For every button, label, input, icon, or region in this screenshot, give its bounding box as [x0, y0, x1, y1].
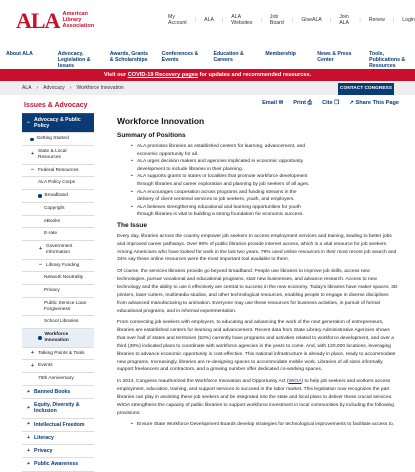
page-title: Workforce Innovation: [117, 116, 205, 126]
nav-advocacy[interactable]: Advocacy, Legislation & Issues: [57, 51, 91, 69]
plus-icon: +: [26, 421, 31, 428]
issue-heading: The Issue: [117, 221, 147, 229]
sidebar-item-label: Getting Started: [36, 136, 69, 142]
bullet-icon: [30, 138, 34, 142]
nav-membership[interactable]: Membership: [265, 51, 296, 57]
summary-item: • ALA urges decision makers and agencies implicated in economic opportunity development to include libraries in their planning.: [131, 158, 311, 173]
issue-paragraph-4: In 2014, Congress reauthorized the Workforce Innovation and Opportunity Act (WIOA) to help job seekers and workers access employment, education, training, and support services to succeed in the labor market. This legislation now recognizes the part libraries can play in assisting these job seekers and be integrated into the state and local plans to deliver these crucial services. WIOA strengthens the capacity of public libraries to support workforce investment in local communities by including the following provisions:: [117, 379, 394, 416]
summary-item: • ALA promotes libraries as established centers for learning, advancement, and economic opportunity for all.: [131, 143, 311, 158]
sidebar-item-government-information[interactable]: [22, 241, 94, 260]
sidebar-item-label: Literacy: [34, 434, 54, 441]
nav-conferences[interactable]: Conferences & Events: [161, 51, 199, 63]
sidebar-item-label: Library Funding: [46, 262, 80, 268]
sidebar-item-copyright[interactable]: [22, 203, 94, 216]
sidebar-item-label: 75th Anniversary: [38, 376, 74, 382]
minus-icon: −: [26, 119, 31, 126]
plus-icon: +: [26, 460, 31, 467]
sidebar-item-label: Equity, Diversity & Inclusion: [34, 402, 80, 415]
minus-icon: −: [38, 262, 43, 269]
print-icon: ⎙: [307, 99, 313, 106]
sidebar-item-label: Broadband: [44, 193, 68, 199]
sidebar-item-public-awareness[interactable]: [22, 458, 94, 471]
covid-recovery-link[interactable]: COVID-19 Recovery pages: [127, 72, 198, 78]
nav-tools[interactable]: Tools, Publications & Resources: [369, 51, 406, 69]
plus-icon: +: [30, 151, 35, 158]
issue-paragraph-1: Every day, libraries across the country empower job seekers to access employment services and training, leading to better jobs and improved career pathways. Over 99% of public libraries provide internet access, which is a vital resource for job seekers. Among Americans who have looked for work in the last two years, 79% used online resources in their most recent job search and 34% say these online resources were the most important tool available to them.: [117, 233, 397, 263]
breadcrumb-advocacy[interactable]: Advocacy: [43, 85, 65, 91]
plus-icon: +: [26, 447, 31, 454]
sidebar-item-label: E-rate: [44, 231, 58, 237]
sidebar-item-federal-resources[interactable]: [22, 165, 94, 178]
sidebar-item-intellectual-freedom[interactable]: [22, 419, 94, 432]
issue-paragraph-3: From connecting job seekers with employers, to educating and advancing the work of the next generation of entrepreneurs, libraries are established centers for learning and advancement. Recent data from State Library Administrative Agencies shows that over half of states and territories (52%) currently have programs and activities related to workforce development, and over a third (39%) indicated plans to coordinate with workforce agencies in the years to come. And, with 120,000 locations, leveraging libraries to advance economic opportunity is cost-effective. This national infrastructure is already in place, ready to accommodate new programs. Increasingly, libraries are re-designing spaces to accommodate mobile work. Libraries of all sizes informally support freelancers and contractors, and a growing number offer dedicated co-working spaces.: [117, 320, 396, 373]
plus-icon: +: [30, 362, 35, 369]
sidebar-item-label: Workforce Innovation: [44, 332, 69, 343]
nav-about-ala[interactable]: About ALA: [6, 51, 33, 57]
summary-item: • ALA supports grants to states or localities that promote workforce development through libraries and career exploration and planning by job seekers of all ages.: [131, 173, 311, 188]
sidebar-item-label: School Libraries: [44, 319, 79, 325]
sidebar-item-equity-diversity-inclusion[interactable]: [22, 399, 94, 418]
sidebar-item-public-service-loan-forgiveness[interactable]: [22, 298, 94, 317]
sidebar-item-privacy[interactable]: [22, 445, 94, 458]
logo-mark: ALA: [16, 8, 60, 33]
sidebar-item-label: ALA Policy Corps: [38, 180, 76, 186]
plus-icon: +: [38, 246, 43, 253]
main-content: [117, 96, 399, 428]
breadcrumb-chevron-icon: ›: [69, 85, 72, 91]
nav-awards[interactable]: Awards, Grants & Scholarships: [109, 51, 148, 63]
sidebar-item-literacy[interactable]: [22, 432, 94, 445]
plus-icon: +: [26, 388, 31, 395]
minus-icon: −: [30, 167, 35, 174]
main-nav: [0, 52, 415, 68]
sidebar: [22, 96, 94, 472]
covid-banner: [0, 69, 415, 81]
util-link-join-ala[interactable]: Join ALA: [339, 14, 350, 26]
sidebar-title: Issues & Advocacy: [22, 96, 94, 114]
sidebar-item-state-local-resources[interactable]: [22, 146, 94, 165]
plus-icon: +: [30, 350, 35, 357]
util-link-ala-websites[interactable]: ALA Websites: [231, 14, 253, 26]
sidebar-item-label: Events: [38, 363, 53, 369]
sidebar-item-label: Public Awareness: [34, 461, 79, 468]
sidebar-item-library-funding[interactable]: [22, 260, 94, 273]
email-icon: ✉: [278, 100, 284, 106]
sidebar-item-label: eBooks: [44, 218, 60, 224]
sidebar-item-school-libraries[interactable]: [22, 316, 94, 329]
summary-item: • ALA encourages cooperation across programs and funding streams in the delivery of client-centered services to job seekers, youth, and employers.: [131, 189, 311, 204]
nav-news[interactable]: News & Press Center: [317, 51, 352, 63]
wioa-link[interactable]: WIOA: [288, 379, 302, 385]
breadcrumb-current: Workforce Innovation: [76, 85, 124, 91]
breadcrumb: [22, 85, 124, 91]
covid-banner-text-pre: Visit our: [103, 72, 128, 78]
issue-paragraph-2: Of course, the services libraries provide go beyond broadband. People use libraries to improve job skills, access new technologies, pursue vocational and educational programs, start new businesses, and advance research. Access to new technology and the ability to use it effectively are central to success in the new economy. Today's libraries have maker spaces, 3D printers, laser cutters, multimedia studios, and other technological resources, enabling people to engage in diverse disciplines from advanced manufacturing to animation. Everyone may use these resources for business activities, in pursuit of formal educational programs, and in informal experimentation.: [117, 269, 398, 314]
sidebar-item-label: Advocacy & Public Policy: [34, 117, 81, 130]
share-icon: ↗: [349, 100, 354, 106]
summary-heading: Summary of Positions: [117, 132, 186, 139]
sidebar-item-ala-policy-corps[interactable]: [22, 177, 94, 190]
plus-icon: +: [26, 404, 31, 411]
util-link-renew[interactable]: Renew: [368, 17, 385, 23]
sidebar-item-label: Privacy: [44, 288, 60, 294]
breadcrumb-ala[interactable]: ALA: [22, 85, 32, 91]
util-link-my-account[interactable]: My Account: [168, 14, 187, 26]
sidebar-item-label: Federal Resources: [38, 167, 79, 173]
cite-button[interactable]: Cite ❐: [322, 100, 340, 106]
contact-congress-button[interactable]: CONTACT CONGRESS: [338, 83, 394, 95]
sidebar-item-events[interactable]: [22, 360, 94, 373]
sidebar-item-privacy[interactable]: [22, 285, 94, 298]
breadcrumb-chevron-icon: ›: [36, 85, 39, 91]
cite-icon: ❐: [334, 100, 340, 106]
sidebar-item-label: Copyright: [44, 205, 65, 211]
sidebar-item-ebooks[interactable]: [22, 216, 94, 229]
summary-list: [131, 143, 399, 219]
sidebar-item-label: State & Local Resources: [38, 149, 67, 160]
share-bar: [117, 96, 399, 110]
email-button[interactable]: Email ✉: [262, 100, 284, 106]
sidebar-item-banned-books[interactable]: [22, 386, 94, 399]
utility-nav: My Account | ALA | ALA Websites | Job Board | GiveALA | Join ALA | Renew | Login: [168, 14, 415, 26]
sidebar-item-workforce-innovation[interactable]: [22, 329, 94, 348]
provision-item: • Ensure State Workforce Development Boards develop strategies for technological improvements to facilitate access to,: [131, 421, 399, 429]
sidebar-item-talking-points-tools[interactable]: [22, 348, 94, 361]
sidebar-item-advocacy-public-policy[interactable]: [22, 114, 94, 133]
share-button[interactable]: ↗ Share This Page: [349, 100, 399, 106]
sidebar-item-label: Privacy: [34, 448, 53, 455]
bullet-icon: [38, 336, 42, 340]
covid-banner-text-post: for updates and recommended resources.: [197, 72, 312, 78]
nav-education[interactable]: Education & Careers: [213, 51, 244, 63]
sidebar-list: [22, 114, 94, 472]
sidebar-item-label: Banned Books: [34, 388, 71, 395]
sidebar-item-network-neutrality[interactable]: [22, 272, 94, 285]
logo-wordmark: American Library Association: [62, 11, 95, 29]
bullet-icon: [38, 194, 42, 198]
sidebar-item-label: Network Neutrality: [44, 275, 84, 281]
sidebar-item-getting-started[interactable]: [22, 133, 94, 146]
sidebar-item-label: Intellectual Freedom: [34, 421, 85, 428]
util-link-ala[interactable]: ALA: [204, 17, 214, 23]
sidebar-item-label: Government Information: [46, 244, 73, 255]
sidebar-item-label: Public Service Loan Forgiveness: [44, 300, 87, 312]
util-link-login[interactable]: Login: [402, 17, 415, 23]
util-link-job-board[interactable]: Job Board: [269, 14, 284, 26]
ala-logo[interactable]: [16, 10, 94, 32]
sidebar-item-broadband[interactable]: [22, 190, 94, 203]
summary-item: • ALA believes strengthening educational and learning opportunities for youth through libraries is vital to building a strong foundation for economic success.: [131, 204, 311, 219]
plus-icon: +: [26, 434, 31, 441]
print-button[interactable]: Print ⎙: [293, 99, 313, 106]
util-link-giveala[interactable]: GiveALA: [301, 17, 322, 23]
sidebar-item-label: Talking Points & Tools: [38, 350, 85, 356]
sidebar-item-e-rate[interactable]: [22, 228, 94, 241]
provisions-list: [131, 421, 399, 429]
sidebar-item-75th-anniversary[interactable]: [22, 373, 94, 386]
